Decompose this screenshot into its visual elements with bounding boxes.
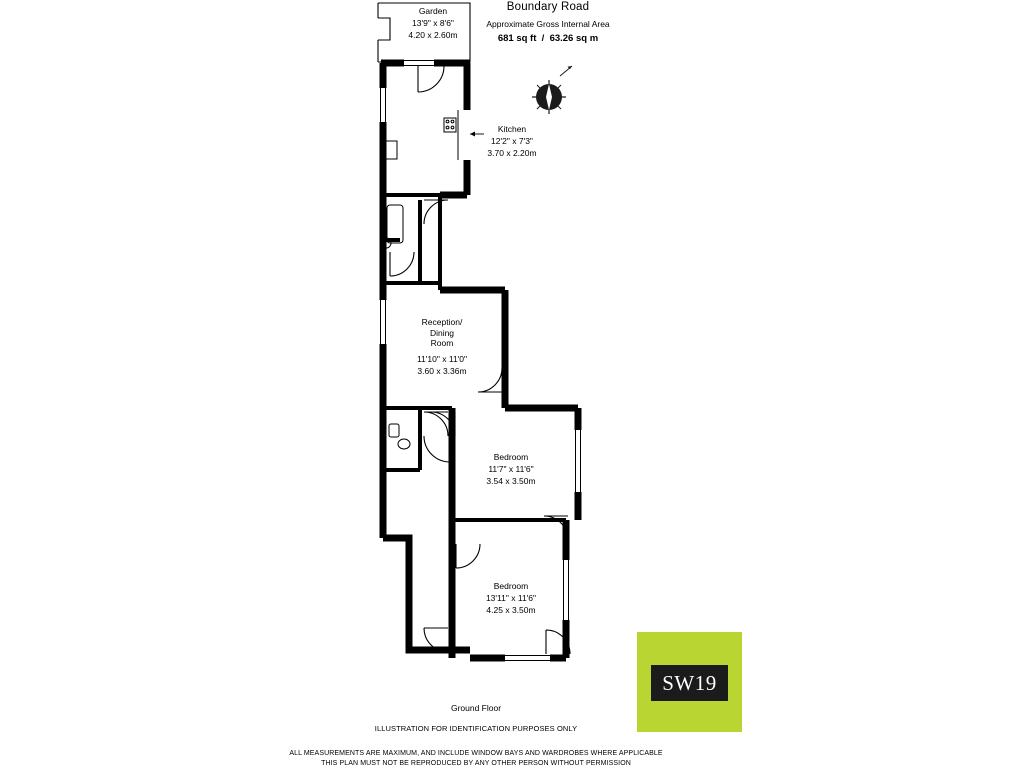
disclaimer-line-2: ALL MEASUREMENTS ARE MAXIMUM, AND INCLUDE WINDOW BAYS AND WARDROBES WHERE APPLICABLE [289,750,663,757]
area-value: 681 sq ft / 63.26 sq m [497,33,599,44]
room-label-kitchen: Kitchen [497,124,527,134]
area-subtitle: Approximate Gross Internal Area [486,19,610,29]
room-label-bedroom-1: Bedroom [493,452,529,462]
room-dims-kitchen-imperial: 12'2" x 7'3" [491,136,533,146]
room-dims-garden-imperial: 13'9" x 8'6" [412,18,454,28]
room-dims-reception-metric: 3.60 x 3.36m [417,366,467,376]
room-dims-reception-imperial: 11'10" x 11'0" [416,354,468,364]
room-dims-bedroom-1-imperial: 11'7" x 11'6" [488,464,534,474]
room-dims-garden-metric: 4.20 x 2.60m [408,30,458,40]
room-dims-bedroom-1-metric: 3.54 x 3.50m [486,476,536,486]
brand-logo-text: SW19 [662,670,717,695]
room-dims-bedroom-2-imperial: 13'11" x 11'6" [485,593,537,603]
room-dims-bedroom-2-metric: 4.25 x 3.50m [486,605,536,615]
page-title: Boundary Road [506,1,590,13]
room-label-garden: Garden [418,6,448,16]
disclaimer-line-1: ILLUSTRATION FOR IDENTIFICATION PURPOSES ONLY [374,724,578,733]
floor-label: Ground Floor [450,703,502,713]
room-label-reception: Reception/ Dining Room [421,317,463,349]
compass-icon [532,66,572,114]
room-label-bedroom-2: Bedroom [493,581,529,591]
brand-logo-badge [651,665,728,701]
room-dims-kitchen-metric: 3.70 x 2.20m [487,148,537,158]
disclaimer-line-3: THIS PLAN MUST NOT BE REPRODUCED BY ANY OTHER PERSON WITHOUT PERMISSION [321,760,631,767]
